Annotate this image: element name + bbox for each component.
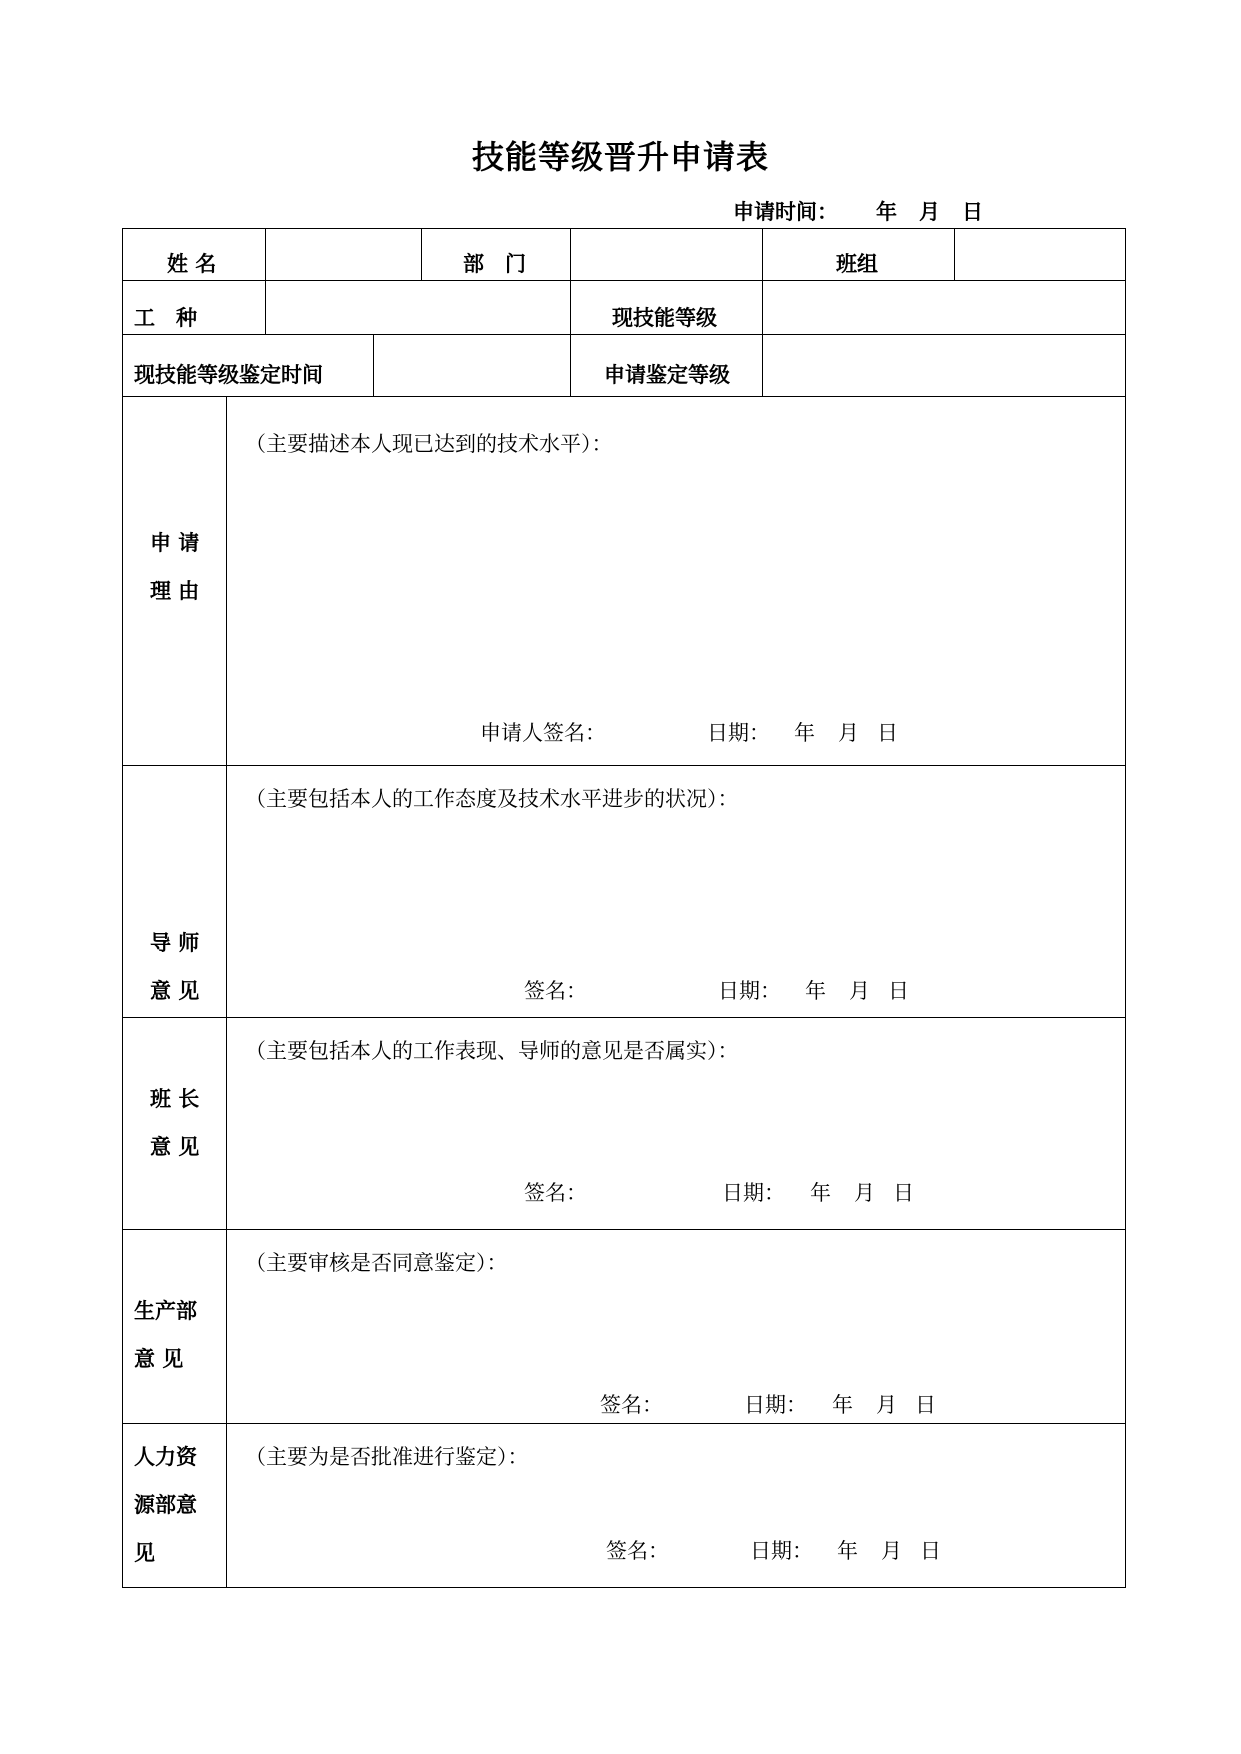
hr-opinion-text-area[interactable] (230, 1473, 1122, 1533)
mentor-opinion-text-area[interactable] (230, 815, 1122, 965)
current-level-date-label: 现技能等级鉴定时间 (134, 363, 323, 387)
row-divider (122, 1017, 1126, 1018)
apply-time-day: 日 (962, 200, 983, 224)
applicant-date-year: 年 (794, 721, 815, 745)
table-border-bottom (122, 1587, 1126, 1588)
applicant-sign-label: 申请人签名： (480, 721, 606, 745)
apply-reason-text-area[interactable] (230, 460, 1122, 710)
side-col-divider (226, 396, 227, 1588)
section-production-note: （主要审核是否同意鉴定）： (245, 1251, 508, 1275)
section-mentor-label-2: 意 见 (150, 979, 200, 1003)
form-title: 技能等级晋升申请表 (471, 138, 769, 176)
current-level-field[interactable] (764, 282, 1124, 332)
apply-level-label: 申请鉴定等级 (604, 363, 730, 387)
apply-time-year: 年 (876, 200, 897, 224)
row-divider (122, 396, 1126, 397)
col-divider (570, 228, 571, 396)
row-divider (122, 334, 1126, 335)
production-date-month: 月 (876, 1393, 897, 1417)
section-production-label-2: 意 见 (134, 1347, 184, 1371)
section-apply-reason-label-2: 理 由 (150, 579, 200, 603)
section-hr-label-2: 源部意 (134, 1493, 197, 1517)
department-field[interactable] (572, 230, 760, 278)
current-level-label: 现技能等级 (612, 306, 717, 330)
col-divider (954, 228, 955, 280)
department-label: 部 门 (463, 252, 526, 276)
production-date-label: 日期： (744, 1393, 807, 1417)
applicant-date-label: 日期： (707, 721, 770, 745)
team-field[interactable] (956, 230, 1124, 278)
section-mentor-note: （主要包括本人的工作态度及技术水平进步的状况）： (245, 787, 739, 811)
applicant-date-day: 日 (877, 721, 898, 745)
hr-date-label: 日期： (750, 1539, 813, 1563)
section-hr-note: （主要为是否批准进行鉴定）： (245, 1445, 529, 1469)
table-border-top (122, 228, 1126, 229)
col-divider (421, 228, 422, 280)
section-apply-reason-label-1: 申 请 (150, 531, 200, 555)
team-leader-opinion-text-area[interactable] (230, 1067, 1122, 1172)
row-divider (122, 280, 1126, 281)
hr-date-day: 日 (920, 1539, 941, 1563)
team-leader-date-month: 月 (854, 1181, 875, 1205)
row-divider (122, 1423, 1126, 1424)
team-leader-date-day: 日 (893, 1181, 914, 1205)
current-level-date-field[interactable] (375, 336, 568, 394)
section-mentor-label-1: 导 师 (150, 931, 200, 955)
mentor-date-year: 年 (805, 979, 826, 1003)
col-divider (265, 228, 266, 334)
mentor-date-month: 月 (849, 979, 870, 1003)
apply-time-row (733, 196, 983, 226)
col-divider (373, 334, 374, 396)
section-hr-label-1: 人力资 (134, 1445, 197, 1469)
name-field[interactable] (267, 230, 419, 278)
mentor-date-label: 日期： (718, 979, 781, 1003)
row-divider (122, 765, 1126, 766)
hr-sign-label: 签名： (606, 1539, 669, 1563)
hr-date-year: 年 (837, 1539, 858, 1563)
apply-time-month: 月 (919, 200, 940, 224)
work-type-field[interactable] (267, 282, 568, 332)
production-date-year: 年 (832, 1393, 853, 1417)
production-date-day: 日 (915, 1393, 936, 1417)
apply-time-label: 申请时间： (733, 200, 838, 224)
team-leader-sign-label: 签名： (524, 1181, 587, 1205)
section-team-leader-label-2: 意 见 (150, 1135, 200, 1159)
section-production-label-1: 生产部 (134, 1299, 197, 1323)
team-leader-date-year: 年 (810, 1181, 831, 1205)
section-team-leader-label-1: 班 长 (150, 1087, 200, 1111)
name-label: 姓 名 (167, 252, 217, 276)
col-divider (762, 228, 763, 396)
hr-date-month: 月 (881, 1539, 902, 1563)
mentor-sign-label: 签名： (524, 979, 587, 1003)
apply-level-field[interactable] (764, 336, 1124, 394)
team-leader-date-label: 日期： (722, 1181, 785, 1205)
section-hr-label-3: 见 (134, 1541, 155, 1565)
work-type-label: 工 种 (134, 306, 197, 330)
applicant-date-month: 月 (838, 721, 859, 745)
section-team-leader-note: （主要包括本人的工作表现、导师的意见是否属实）： (245, 1039, 739, 1063)
row-divider (122, 1229, 1126, 1230)
production-opinion-text-area[interactable] (230, 1279, 1122, 1384)
table-border-left (122, 228, 123, 1588)
table-border-right (1125, 228, 1126, 1588)
section-apply-reason-note: （主要描述本人现已达到的技术水平）： (245, 432, 613, 456)
production-sign-label: 签名： (600, 1393, 663, 1417)
team-label: 班组 (836, 252, 878, 276)
mentor-date-day: 日 (888, 979, 909, 1003)
